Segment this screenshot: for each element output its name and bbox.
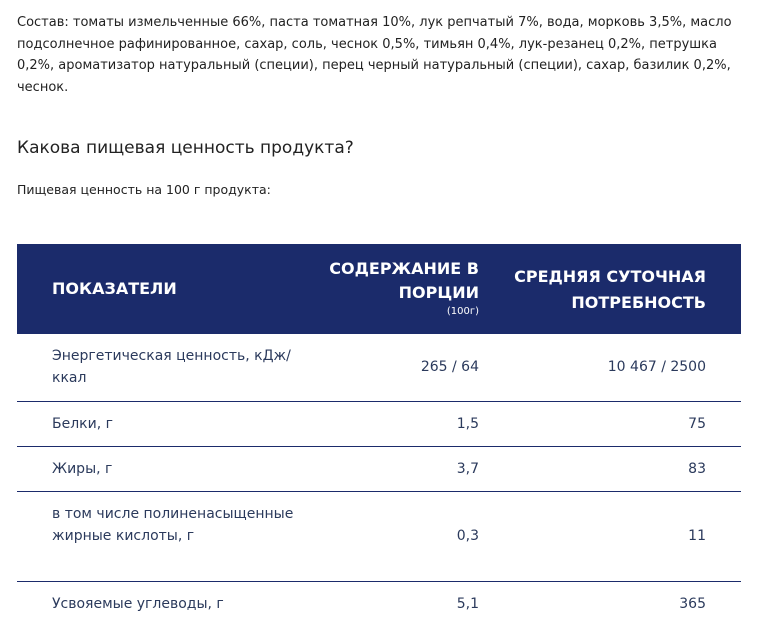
row-daily: 365 <box>679 596 706 612</box>
composition-text: Состав: томаты измельченные 66%, паста томатная 10%, лук репчатый 7%, вода, морковь 3,5%, масло подсолнечное рафинированное, сахар, соль, чеснок 0,5%, тимьян 0,4%, лук-резанец 0,2%, петрушка 0,2%, ароматизатор натуральный (специи), перец черный натуральный (специи), сахар, базилик 0,2%, чеснок. <box>17 15 732 95</box>
table-header <box>17 244 741 334</box>
header-indicators: ПОКАЗАТЕЛИ <box>52 279 177 298</box>
row-daily: 10 467 / 2500 <box>607 359 706 375</box>
per-100g-caption: Пищевая ценность на 100 г продукта: <box>17 182 271 197</box>
row-portion: 1,5 <box>456 416 479 432</box>
row-name: Энергетическая ценность, кДж/ккал <box>52 348 291 386</box>
table-row <box>17 447 741 492</box>
header-portion <box>329 257 479 319</box>
row-portion: 265 / 64 <box>420 359 479 375</box>
section-heading: Какова пищевая ценность продукта? <box>17 138 354 158</box>
table-row <box>17 492 741 582</box>
table-row <box>17 402 741 447</box>
row-daily: 83 <box>688 461 706 477</box>
nutrition-table <box>17 244 741 626</box>
header-daily <box>514 264 706 316</box>
row-portion: 3,7 <box>456 461 479 477</box>
row-portion: 5,1 <box>456 596 479 612</box>
table-row <box>17 582 741 626</box>
header-portion-line1: СОДЕРЖАНИЕ В <box>329 259 479 278</box>
table-row <box>17 334 741 402</box>
row-name: Усвояемые углеводы, г <box>52 596 224 612</box>
row-name: в том числе полиненасыщенные жирные кислоты, г <box>52 506 294 544</box>
row-portion: 0,3 <box>456 528 479 544</box>
row-name: Белки, г <box>52 416 113 432</box>
row-name: Жиры, г <box>52 461 113 477</box>
header-portion-line2: ПОРЦИИ <box>398 283 479 302</box>
header-daily-line1: СРЕДНЯЯ СУТОЧНАЯ <box>514 267 706 286</box>
header-daily-line2: ПОТРЕБНОСТЬ <box>571 293 706 312</box>
row-daily: 75 <box>688 416 706 432</box>
header-portion-unit: (100г) <box>446 306 479 317</box>
row-daily: 11 <box>688 528 706 544</box>
